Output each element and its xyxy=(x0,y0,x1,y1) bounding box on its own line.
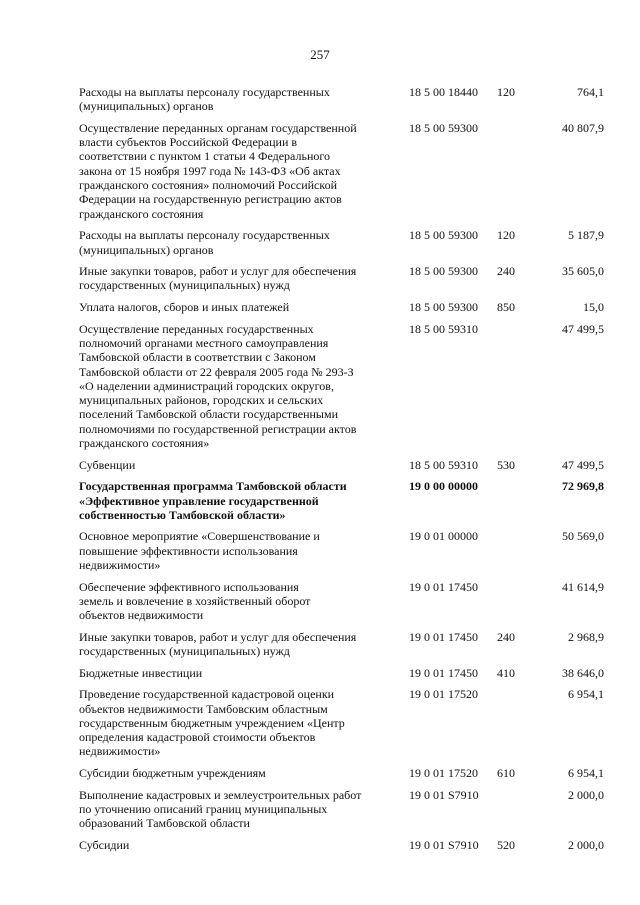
expense-name: Иные закупки товаров, работ и услуг для обеспечения государственных (муниципальных) нужд xyxy=(79,629,357,659)
target-article-code: 19 0 01 17450 xyxy=(409,629,478,644)
amount: 6 954,1 xyxy=(568,766,604,781)
table-row xyxy=(79,322,604,451)
target-article-code: 19 0 01 17520 xyxy=(409,687,478,702)
table-row xyxy=(79,264,604,293)
expense-name: Субсидии бюджетным учреждениям xyxy=(79,766,266,781)
expense-name: Основное мероприятие «Совершенствование и повышение эффективности использования недвижимости» xyxy=(79,529,320,572)
amount: 5 187,9 xyxy=(568,228,604,243)
table-row xyxy=(79,529,604,572)
target-article-code: 18 5 00 59310 xyxy=(409,457,478,472)
target-article-code: 18 5 00 59300 xyxy=(409,264,478,279)
target-article-code: 19 0 01 17520 xyxy=(409,766,478,781)
target-article-code: 19 0 01 S7910 xyxy=(409,837,479,852)
target-article-code: 18 5 00 18440 xyxy=(409,85,478,99)
expense-name: Осуществление переданных органам государственной власти субъектов Российской Федерации в соответствии с пунктом 1 статьи 4 Федерального закона от 15 ноября 1997 года № 143-ФЗ «Об актах гражданского состояния» полномочий Российской Федерации на государственную регистрацию актов гражданского состояния xyxy=(79,120,357,221)
expense-type-code: 520 xyxy=(497,837,515,852)
target-article-code: 18 5 00 59300 xyxy=(409,300,478,315)
amount: 6 954,1 xyxy=(568,687,604,702)
expense-name: Выполнение кадастровых и землеустроительных работ по уточнению описаний границ муниципальных образований Тамбовской области xyxy=(79,787,362,831)
table-row xyxy=(79,580,604,623)
target-article-code: 18 5 00 59310 xyxy=(409,321,478,336)
expense-name: Расходы на выплаты персоналу государственных (муниципальных) органов xyxy=(79,228,330,257)
amount: 40 807,9 xyxy=(562,120,604,135)
target-article-code: 18 5 00 59300 xyxy=(409,120,478,135)
amount: 47 499,5 xyxy=(562,321,604,336)
amount: 47 499,5 xyxy=(562,457,604,472)
expense-type-code: 240 xyxy=(497,629,515,644)
table-row xyxy=(79,228,604,257)
expense-name: Государственная программа Тамбовской области «Эффективное управление государственной собственностью Тамбовской области» xyxy=(79,479,347,522)
table-row xyxy=(79,121,604,221)
budget-table xyxy=(79,85,604,859)
expense-type-code: 120 xyxy=(497,85,515,99)
table-row xyxy=(79,85,604,114)
table-row xyxy=(79,479,604,522)
expense-type-code: 240 xyxy=(497,264,515,279)
table-row xyxy=(79,766,604,780)
expense-name: Расходы на выплаты персоналу государственных (муниципальных) органов xyxy=(79,85,330,114)
target-article-code: 19 0 00 00000 xyxy=(409,479,478,494)
expense-type-code: 410 xyxy=(497,665,515,680)
expense-name: Иные закупки товаров, работ и услуг для обеспечения государственных (муниципальных) нужд xyxy=(79,264,357,293)
amount: 2 000,0 xyxy=(568,837,604,852)
expense-name: Уплата налогов, сборов и иных платежей xyxy=(79,300,290,315)
amount: 38 646,0 xyxy=(562,665,604,680)
expense-type-code: 120 xyxy=(497,228,515,243)
target-article-code: 19 0 01 00000 xyxy=(409,529,478,544)
amount: 72 969,8 xyxy=(562,479,604,494)
expense-name: Обеспечение эффективного использования земель и вовлечение в хозяйственный оборот объектов недвижимости xyxy=(79,579,311,623)
target-article-code: 19 0 01 S7910 xyxy=(409,787,479,802)
table-row xyxy=(79,687,604,758)
expense-type-code: 850 xyxy=(497,300,515,315)
amount: 41 614,9 xyxy=(562,579,604,594)
target-article-code: 19 0 01 17450 xyxy=(409,665,478,680)
amount: 50 569,0 xyxy=(562,529,604,544)
amount: 15,0 xyxy=(583,300,604,315)
expense-name: Субвенции xyxy=(79,457,136,472)
page-number: 257 xyxy=(310,47,330,62)
amount: 2 968,9 xyxy=(568,629,604,644)
expense-type-code: 530 xyxy=(497,457,515,472)
table-row xyxy=(79,458,604,472)
amount: 764,1 xyxy=(577,85,604,99)
expense-name: Осуществление переданных государственных полномочий органами местного самоуправления Тамбовской области в соответствии с Законом Тамбовской области от 22 февраля 2005 года № 293-З «О наделении администраций городских округов, муниципальных районов, городских и сельских поселений Тамбовской области государственными полномочиями по государственной регистрации актов гражданского состояния» xyxy=(79,321,357,451)
expense-name: Проведение государственной кадастровой оценки объектов недвижимости Тамбовским областным государственным бюджетным учреждением «Центр определения кадастровой стоимости объектов недвижимости» xyxy=(79,687,345,759)
expense-name: Субсидии xyxy=(79,837,130,852)
amount: 35 605,0 xyxy=(562,264,604,279)
amount: 2 000,0 xyxy=(568,787,604,802)
table-row xyxy=(79,300,604,314)
table-row xyxy=(79,788,604,831)
expense-name: Бюджетные инвестиции xyxy=(79,665,203,680)
expense-type-code: 610 xyxy=(497,766,515,781)
table-row xyxy=(79,630,604,659)
target-article-code: 19 0 01 17450 xyxy=(409,579,478,594)
table-row xyxy=(79,838,604,852)
target-article-code: 18 5 00 59300 xyxy=(409,228,478,243)
table-row xyxy=(79,666,604,680)
